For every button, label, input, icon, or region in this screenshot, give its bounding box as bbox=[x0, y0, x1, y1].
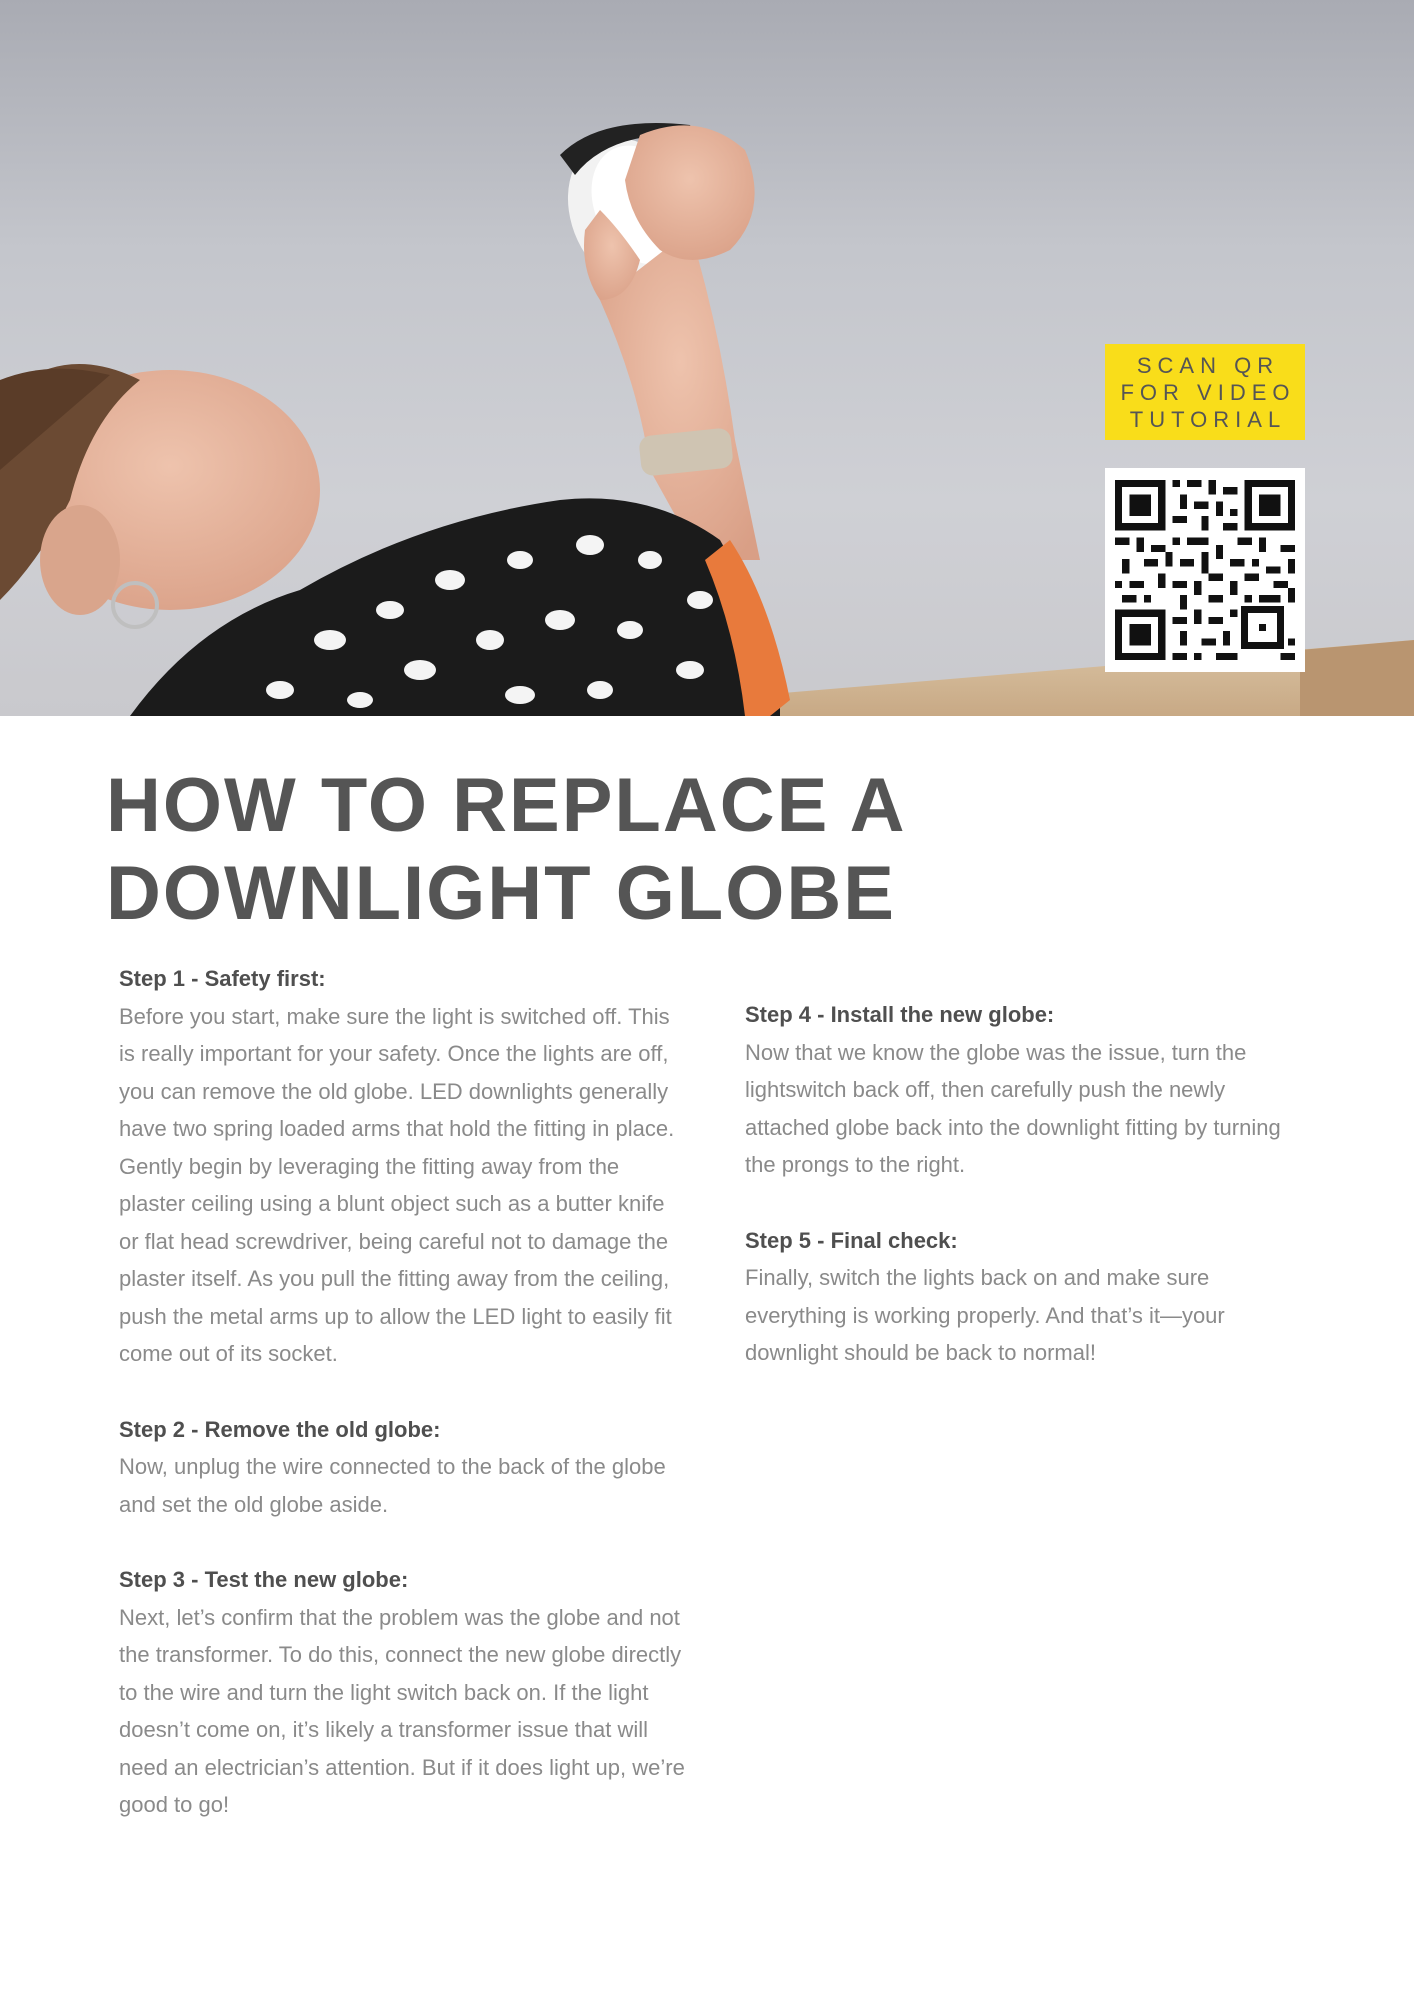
step-body: Finally, switch the lights back on and make sure everything is working properly. And that’s it—your downlight should be back to normal! bbox=[745, 1265, 1225, 1365]
hero-photo bbox=[0, 0, 1414, 716]
step-body: Next, let’s confirm that the problem was the globe and not the transformer. To do this, connect the new globe directly to the wire and turn the light switch back on. If the light doesn’t come on, it’s likely a transformer issue that will need an electrician’s attention. But if it does light up, we’re good to go! bbox=[119, 1604, 685, 1817]
steps-left-column bbox=[119, 960, 687, 1862]
step-body: Now, unplug the wire connected to the back of the globe and set the old globe aside. bbox=[119, 1454, 666, 1517]
page-title: HOW TO REPLACE A DOWNLIGHT GLOBE bbox=[106, 763, 907, 936]
step-heading: Step 2 - Remove the old globe: bbox=[119, 1416, 441, 1442]
qr-label-badge bbox=[1105, 344, 1305, 440]
step-heading: Step 4 - Install the new globe: bbox=[745, 1002, 1055, 1027]
step-body: Before you start, make sure the light is switched off. This is really important for your safety. Once the lights are off, you can remove the old globe. LED downlights generally have two spring loaded arms that hold the fitting in place. Gently begin by leveraging the fitting away from the plaster ceiling using a blunt object such as a butter knife or flat head screwdriver, being careful not to damage the plaster itself. As you pull the fitting away from the ceiling, push the metal arms up to allow the LED light to easily fit come out of its socket. bbox=[119, 1003, 675, 1366]
qr-code-icon[interactable] bbox=[1105, 468, 1305, 672]
step-heading: Step 1 - Safety first: bbox=[119, 966, 326, 991]
step-heading: Step 5 - Final check: bbox=[745, 1227, 958, 1253]
qr-label-text: SCAN QR FOR VIDEO TUTORIAL bbox=[1120, 352, 1296, 432]
step-1 bbox=[119, 960, 687, 1373]
step-5 bbox=[745, 1222, 1313, 1372]
qr-code-graphic bbox=[1115, 480, 1295, 660]
steps-right-column bbox=[745, 996, 1313, 1410]
step-4 bbox=[745, 996, 1313, 1184]
step-body: Now that we know the globe was the issue, turn the lightswitch back off, then carefully push the newly attached globe back into the downlight fitting by turning the prongs to the right. bbox=[745, 1039, 1281, 1177]
step-heading: Step 3 - Test the new globe: bbox=[119, 1567, 409, 1592]
step-2 bbox=[119, 1411, 687, 1524]
step-3 bbox=[119, 1561, 687, 1824]
